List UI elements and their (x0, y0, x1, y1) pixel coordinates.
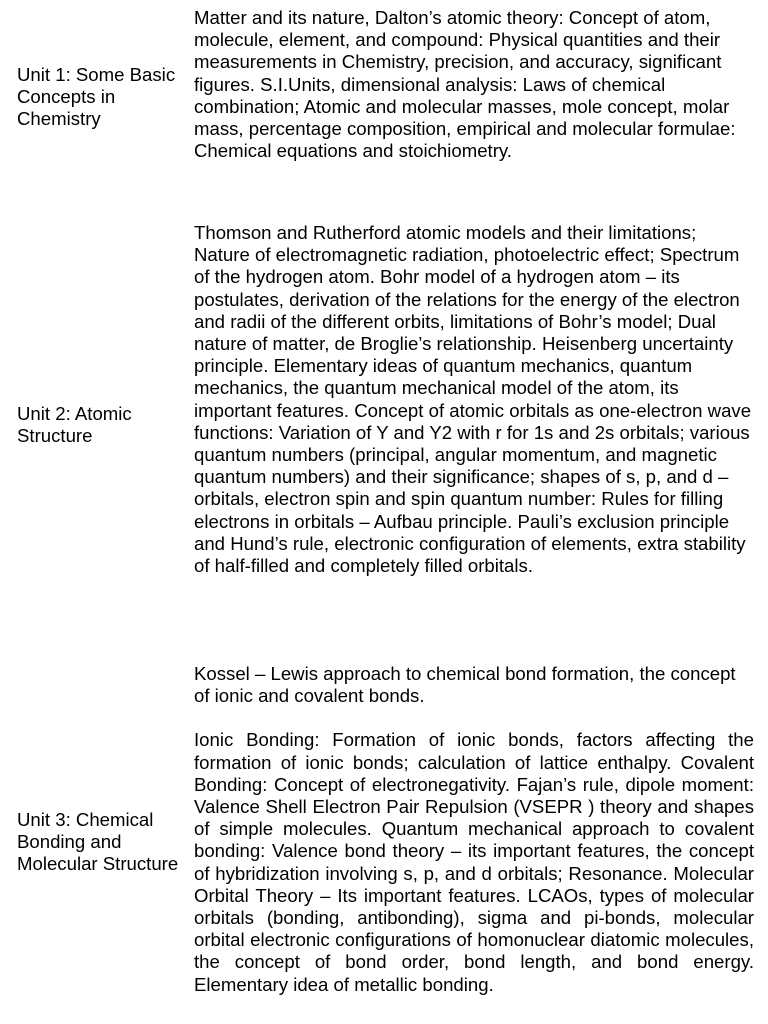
unit-paragraph: Kossel – Lewis approach to chemical bond formation, the concept of ionic and covalent bonds. (194, 663, 736, 707)
unit-paragraph: Matter and its nature, Dalton’s atomic theory: Concept of atom, molecule, element, and compound: Physical quantities and their measurements in Chemistry, precision, and accuracy, significant figures. S.I.Units, dimensional analysis: Laws of chemical combination; Atomic and molecular masses, mole concept, molar mass, percentage composition, empirical and molecular formulae: Chemical equations and stoichiometry. (194, 7, 736, 162)
unit-paragraph: Thomson and Rutherford atomic models and their limitations; Nature of electromagnetic radiation, photoelectric effect; Spectrum of the hydrogen atom. Bohr model of a hydrogen atom – its postulates, derivation of the relations for the energy of the electron and radii of the different orbits, limitations of Bohr’s model; Dual nature of matter, de Broglie’s relationship. Heisenberg uncertainty principle. Elementary ideas of quantum mechanics, quantum mechanics, the quantum mechanical model of the atom, its important features. Concept of atomic orbitals as one-electron wave functions: Variation of Y and Y2 with r for 1s and 2s orbitals; various quantum numbers (principal, angular momentum, and magnetic quantum numbers) and their significance; shapes of s, p, and d – orbitals, electron spin and spin quantum number: Rules for filling electrons in orbitals – Aufbau principle. Pauli’s exclusion principle and Hund’s rule, electronic configuration of elements, extra stability of half-filled and completely filled orbitals. (194, 222, 752, 577)
unit-title: Unit 2: Atomic Structure (17, 403, 132, 447)
unit-description (194, 7, 754, 162)
unit-title: Unit 3: Chemical Bonding and Molecular Structure (17, 809, 179, 875)
unit-description (194, 222, 754, 577)
paragraph-spacer (194, 707, 754, 729)
unit-title: Unit 1: Some Basic Concepts in Chemistry (17, 64, 176, 130)
unit-description (194, 663, 754, 996)
unit-paragraph: Ionic Bonding: Formation of ionic bonds, factors affecting the formation of ionic bonds; calculation of lattice enthalpy. Covalent Bonding: Concept of electronegativity. Fajan’s rule, dipole moment: Valence Shell Electron Pair Repulsion (VSEPR ) theory and shapes of simple molecules. Quantum mechanical approach to covalent bonding: Valence bond theory – its important features, the concept of hybridization involving s, p, and d orbitals; Resonance. Molecular Orbital Theory – Its important features. LCAOs, types of molecular orbitals (bonding, antibonding), sigma and pi-bonds, molecular orbital electronic configurations of homonuclear diatomic molecules, the concept of bond order, bond length, and bond energy. Elementary idea of metallic bonding. (194, 729, 754, 995)
